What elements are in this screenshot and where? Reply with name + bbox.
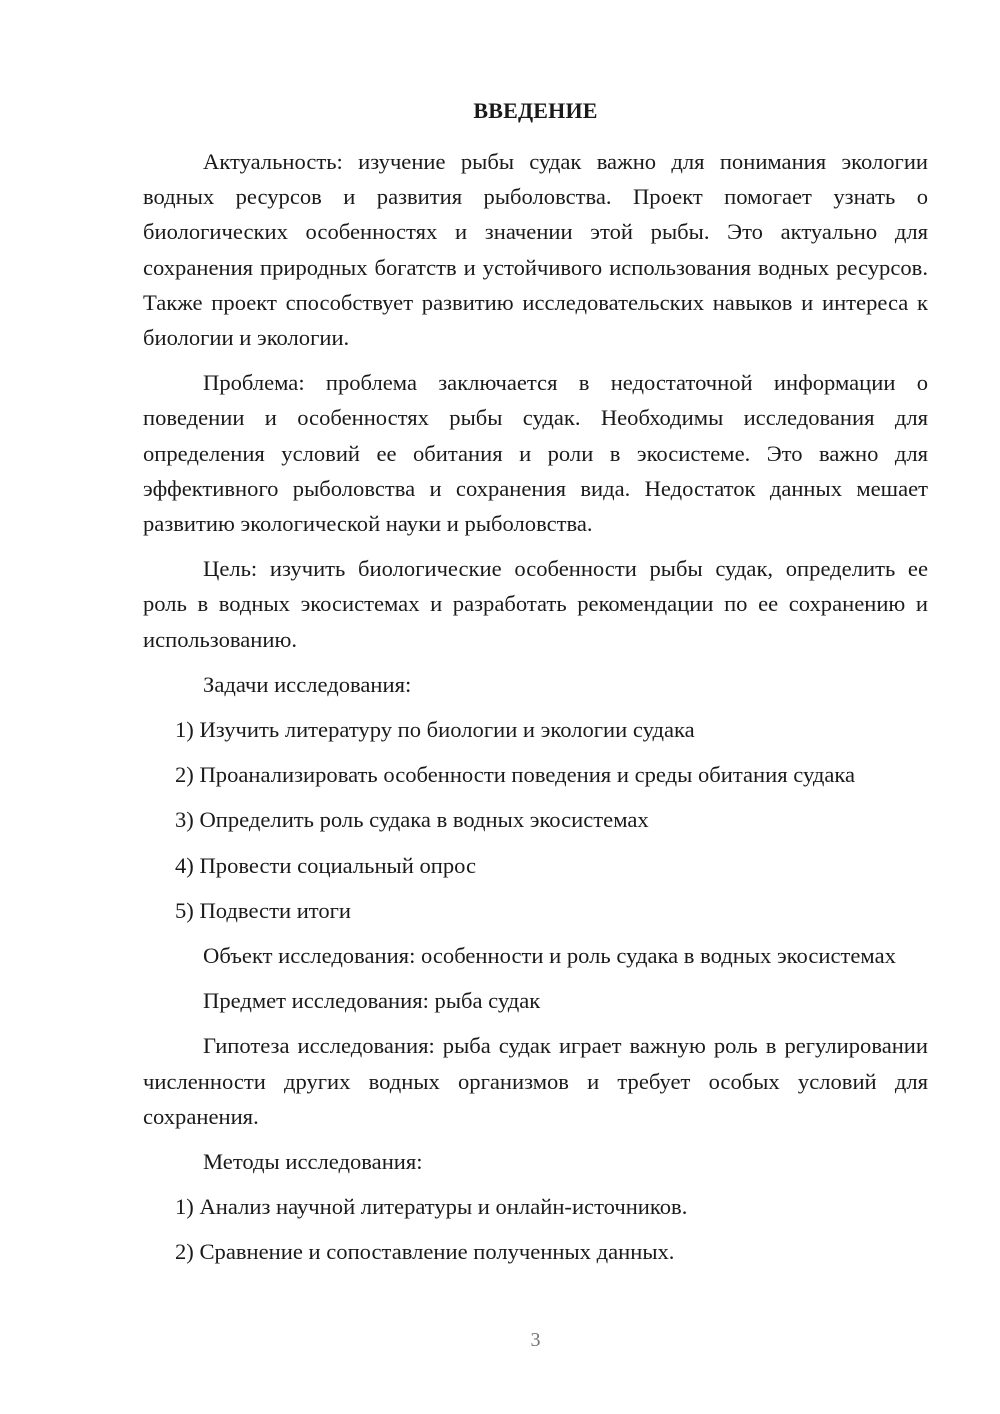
methods-list bbox=[143, 1189, 928, 1269]
tasks-list bbox=[143, 712, 928, 928]
document-page bbox=[143, 0, 928, 1414]
hypothesis-paragraph: Гипотеза исследования: рыба судак играет важную роль в регулировании численности других водных организмов и требует особых условий для сохранения. bbox=[143, 1033, 928, 1129]
task-item: 3) Определить роль судака в водных экосистемах bbox=[175, 807, 649, 833]
object-paragraph: Объект исследования: особенности и роль судака в водных экосистемах bbox=[203, 943, 896, 969]
tasks-heading: Задачи исследования: bbox=[203, 671, 412, 697]
problem-paragraph: Проблема: проблема заключается в недостаточной информации о поведении и особенностях рыбы судак. Необходимы исследования для определения условий ее обитания и роли в экосистеме. Это важно для эффективного рыболовства и сохранения вида. Недостаток данных мешает развитию экологической науки и рыболовства. bbox=[143, 370, 928, 537]
task-item: 4) Провести социальный опрос bbox=[175, 852, 477, 878]
method-item: 2) Сравнение и сопоставление полученных данных. bbox=[175, 1239, 675, 1265]
page-title: ВВЕДЕНИЕ bbox=[473, 98, 598, 123]
goal-paragraph: Цель: изучить биологические особенности рыбы судак, определить ее роль в водных экосистемах и разработать рекомендации по ее сохранению и использованию. bbox=[143, 556, 928, 652]
page-number: 3 bbox=[530, 1329, 541, 1351]
relevance-paragraph: Актуальность: изучение рыбы судак важно для понимания экологии водных ресурсов и развития рыболовства. Проект помогает узнать о биологических особенностях и значении этой рыбы. Это актуально для сохранения природных богатств и устойчивого использования водных ресурсов. Также проект способствует развитию исследовательских навыков и интереса к биологии и экологии. bbox=[143, 149, 928, 351]
task-item: 5) Подвести итоги bbox=[175, 897, 352, 923]
document-body bbox=[143, 144, 928, 1280]
subject-paragraph: Предмет исследования: рыба судак bbox=[203, 988, 541, 1014]
method-item: 1) Анализ научной литературы и онлайн-источников. bbox=[175, 1194, 688, 1220]
methods-heading: Методы исследования: bbox=[203, 1149, 423, 1175]
task-item: 1) Изучить литературу по биологии и экологии судака bbox=[175, 717, 695, 743]
task-item: 2) Проанализировать особенности поведения и среды обитания судака bbox=[175, 762, 856, 788]
